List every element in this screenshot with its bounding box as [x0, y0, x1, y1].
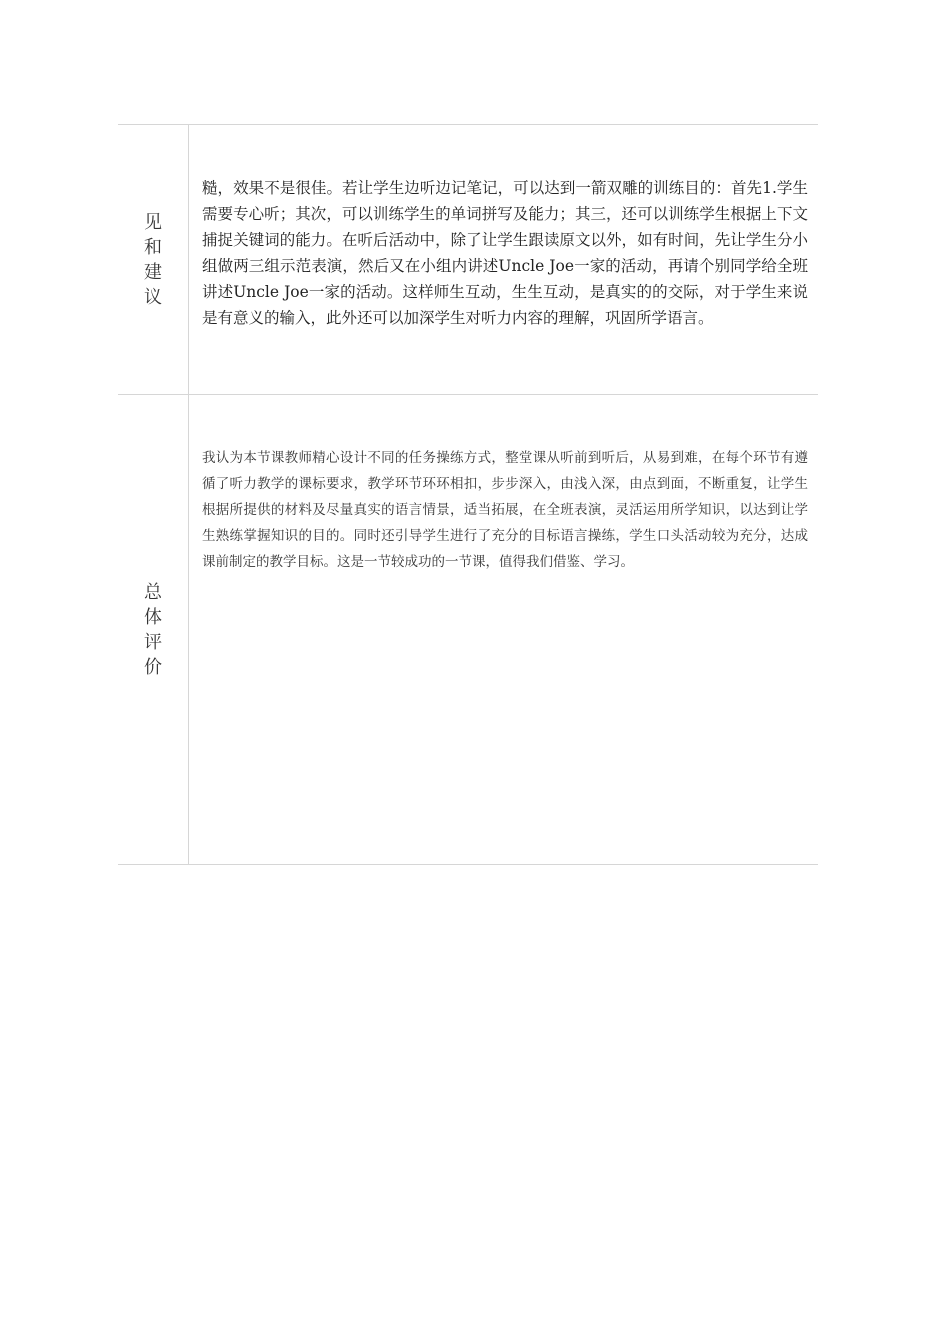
table-row-suggestions [118, 125, 818, 395]
row-label-suggestions: 见和建议 [144, 211, 162, 308]
table-row-overall-evaluation [118, 395, 818, 865]
row-label-overall-evaluation: 总体评价 [144, 581, 162, 678]
row-content-cell [189, 395, 819, 865]
row-label-cell [118, 125, 189, 395]
evaluation-table [118, 124, 818, 865]
overall-evaluation-text: 我认为本节课教师精心设计不同的任务操练方式，整堂课从听前到听后，从易到难，在每个环节有遵循了听力教学的课标要求，教学环节环环相扣，步步深入，由浅入深，由点到面，不断重复，让学生根据所提供的材料及尽量真实的语言情景，适当拓展，在全班表演，灵活运用所学知识，以达到让学生熟练掌握知识的目的。同时还引导学生进行了充分的目标语言操练，学生口头活动较为充分，达成课前制定的教学目标。这是一节较成功的一节课，值得我们借鉴、学习。 [202, 450, 808, 570]
row-content-cell [189, 125, 819, 395]
row-label-cell [118, 395, 189, 865]
suggestions-text: 糙，效果不是很佳。若让学生边听边记笔记，可以达到一箭双雕的训练目的：首先1.学生需要专心听；其次，可以训练学生的单词拼写及能力；其三，还可以训练学生根据上下文捕捉关键词的能力。在听后活动中，除了让学生跟读原文以外，如有时间，先让学生分小组做两三组示范表演，然后又在小组内讲述Uncle Joe一家的活动，再请个别同学给全班讲述Uncle Joe一家的活动。这样师生互动，生生互动，是真实的的交际，对于学生来说是有意义的输入，此外还可以加深学生对听力内容的理解，巩固所学语言。 [202, 179, 808, 327]
